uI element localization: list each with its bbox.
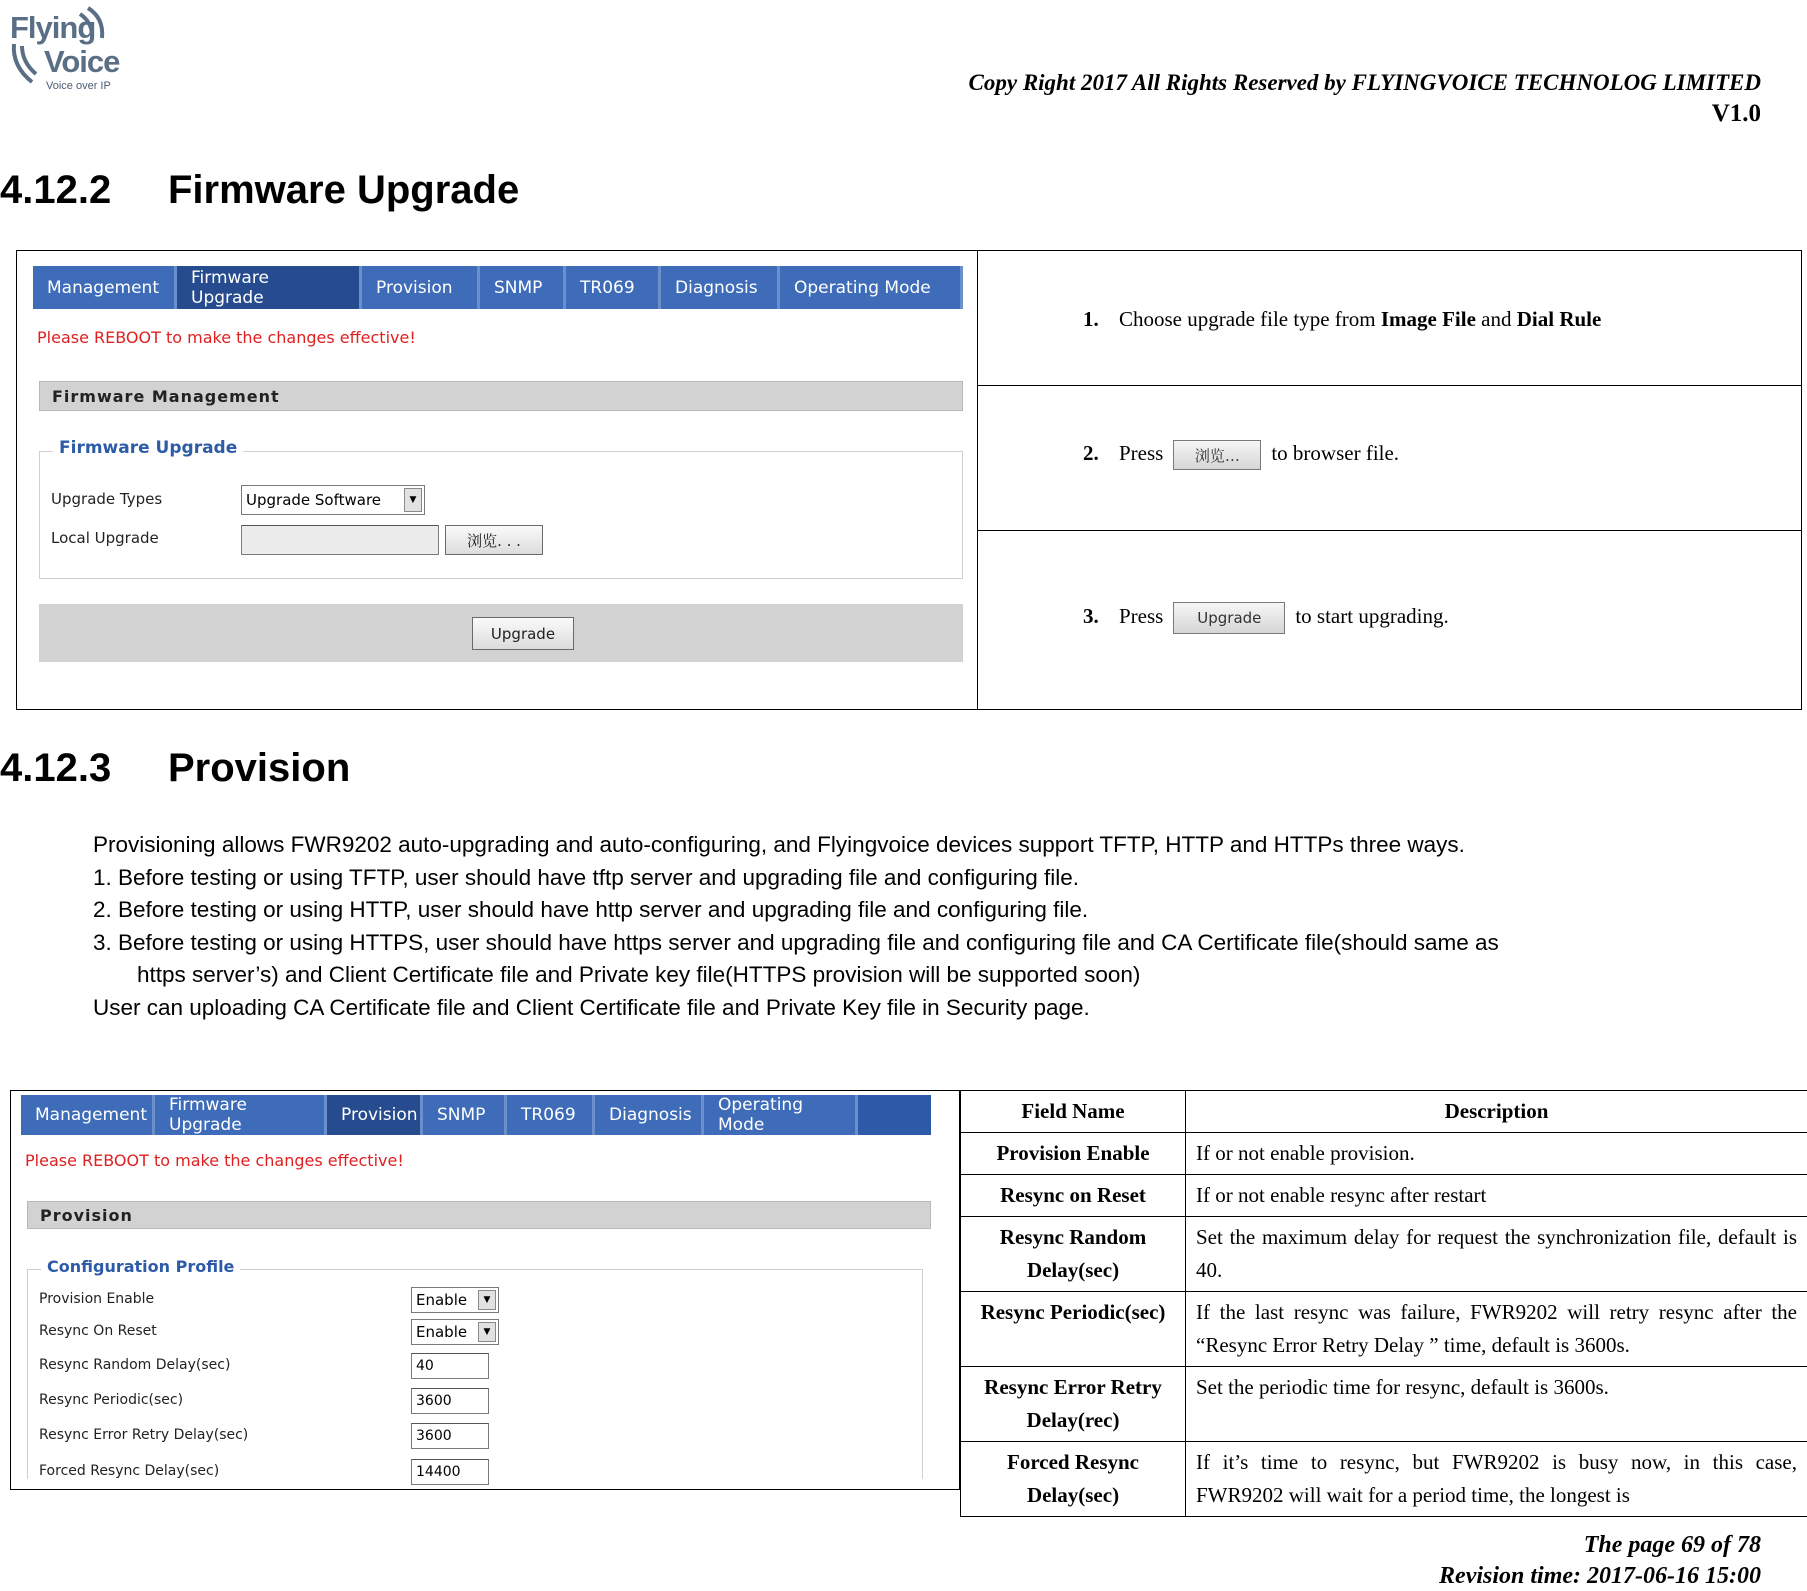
header-field-name: Field Name	[961, 1091, 1186, 1133]
tab-management[interactable]: Management	[33, 266, 177, 309]
field-input[interactable]: 14400	[411, 1459, 489, 1485]
logo-text-flying: Flying	[10, 10, 96, 45]
firmware-upgrade-table	[16, 250, 1802, 710]
section-number: 4.12.3	[0, 746, 112, 790]
field-name-cell: Resync Error Retry Delay(rec)	[961, 1367, 1186, 1442]
description-cell: Set the maximum delay for request the synchronization file, default is 40.	[1186, 1217, 1807, 1292]
reboot-notice: Please REBOOT to make the changes effective!	[25, 1151, 404, 1170]
step-text: Press	[1119, 603, 1164, 628]
tab-firmware-upgrade[interactable]: Firmware Upgrade	[177, 266, 362, 309]
field-select[interactable]	[411, 1319, 499, 1345]
field-select[interactable]	[411, 1287, 499, 1313]
page-number: The page 69 of 78	[1583, 1532, 1761, 1558]
description-cell: If the last resync was failure, FWR9202 will retry resync after the “Resync Error Retry Delay ” time, default is 3600s.	[1186, 1292, 1807, 1367]
copyright-notice: Copy Right 2017 All Rights Reserved by FLYINGVOICE TECHNOLOG LIMITED	[968, 70, 1761, 95]
reboot-notice: Please REBOOT to make the changes effective!	[37, 328, 416, 347]
table-row	[961, 1175, 1807, 1217]
section-heading-provision	[0, 746, 350, 791]
provision-item-2: 2. Before testing or using HTTP, user should have http server and upgrading file and configuring file.	[93, 897, 1089, 922]
local-upgrade-label: Local Upgrade	[51, 529, 159, 547]
step-number: 2.	[1083, 440, 1099, 465]
step-number: 1.	[1083, 307, 1099, 331]
tab-provision[interactable]: Provision	[362, 266, 480, 309]
field-input[interactable]: 40	[411, 1353, 489, 1379]
provision-item-3-continued: https server’s) and Client Certificate file and Private key file(HTTPS provision will be supported soon)	[137, 962, 1141, 987]
provision-field-table	[960, 1090, 1807, 1517]
tab-tr069[interactable]: TR069	[507, 1095, 595, 1135]
upgrade-types-select[interactable]	[241, 485, 425, 515]
step-1	[1083, 307, 1601, 332]
section-title: Firmware Upgrade	[168, 168, 520, 212]
version-label: V1.0	[1711, 100, 1761, 127]
step-text: to browser file.	[1271, 440, 1400, 465]
upgrade-button-inline: Upgrade	[1173, 602, 1285, 634]
fieldset-legend: Firmware Upgrade	[53, 438, 243, 458]
dial-rule-term: Dial Rule	[1516, 307, 1602, 331]
tab-management[interactable]: Management	[21, 1095, 155, 1135]
provision-bar: Provision	[27, 1201, 931, 1229]
description-cell: If or not enable provision.	[1186, 1133, 1807, 1175]
description-cell: If or not enable resync after restart	[1186, 1175, 1807, 1217]
revision-time: Revision time: 2017-06-16 15:00	[1439, 1563, 1761, 1589]
header-description: Description	[1186, 1091, 1807, 1133]
field-label: Resync Periodic(sec)	[39, 1392, 184, 1408]
select-value: Enable	[416, 1323, 468, 1341]
table-row	[961, 1442, 1807, 1517]
provision-item-3: 3. Before testing or using HTTPS, user should have https server and upgrading file and configuring file and CA Certificate file(should same as	[93, 930, 1499, 955]
tab-operating-mode[interactable]: Operating Mode	[780, 266, 963, 309]
browse-button-inline: 浏览…	[1173, 440, 1261, 470]
tab-snmp[interactable]: SNMP	[423, 1095, 507, 1135]
image-file-term: Image File	[1380, 307, 1476, 331]
provision-screenshot-cell	[10, 1090, 960, 1490]
field-name-cell: Resync Periodic(sec)	[961, 1292, 1186, 1367]
step-text: Choose upgrade file type from	[1119, 307, 1381, 331]
chevron-down-icon: ▼	[478, 1322, 496, 1342]
field-name-cell: Resync Random Delay(sec)	[961, 1217, 1186, 1292]
tab-operating-mode[interactable]: Operating Mode	[704, 1095, 858, 1135]
field-label: Provision Enable	[39, 1291, 155, 1307]
field-name-cell: Provision Enable	[961, 1133, 1186, 1175]
provision-item-1: 1. Before testing or using TFTP, user should have tftp server and upgrading file and configuring file.	[93, 865, 1080, 890]
field-name-cell: Resync on Reset	[961, 1175, 1186, 1217]
field-label: Resync Error Retry Delay(sec)	[39, 1427, 249, 1443]
upgrade-types-value: Upgrade Software	[246, 491, 382, 509]
provision-screenshot	[21, 1095, 931, 1487]
field-input[interactable]: 3600	[411, 1423, 489, 1449]
step-text: and	[1475, 307, 1517, 331]
description-cell: If it’s time to resync, but FWR9202 is busy now, in this case, FWR9202 will wait for a period time, the longest is	[1186, 1442, 1807, 1517]
upgrade-button[interactable]: Upgrade	[472, 617, 574, 650]
nav-tabs	[33, 266, 963, 309]
firmware-upgrade-screenshot	[33, 266, 963, 686]
local-upgrade-file-input[interactable]	[241, 525, 439, 555]
chevron-down-icon: ▼	[404, 488, 422, 512]
chevron-down-icon: ▼	[478, 1290, 496, 1310]
table-row	[961, 1292, 1807, 1367]
section-title: Provision	[168, 746, 351, 790]
table-row	[961, 1367, 1807, 1442]
tab-provision[interactable]: Provision	[327, 1095, 423, 1135]
field-name-cell: Forced Resync Delay(sec)	[961, 1442, 1186, 1517]
step-3	[1083, 602, 1449, 634]
field-label: Resync On Reset	[39, 1323, 157, 1339]
nav-tabs	[21, 1095, 858, 1135]
step-2	[1083, 440, 1399, 470]
tab-firmware-upgrade[interactable]: Firmware Upgrade	[155, 1095, 327, 1135]
field-label: Resync Random Delay(sec)	[39, 1357, 231, 1373]
browse-button[interactable]: 浏览. . .	[445, 525, 543, 555]
field-input[interactable]: 3600	[411, 1388, 489, 1414]
table-header-row	[961, 1091, 1807, 1133]
table-row	[961, 1217, 1807, 1292]
section-heading-firmware-upgrade	[0, 168, 519, 213]
firmware-upgrade-fieldset	[39, 451, 963, 579]
logo-text-voice: Voice	[44, 44, 120, 79]
step-text: to start upgrading.	[1295, 603, 1449, 628]
description-cell: Set the periodic time for resync, default is 3600s.	[1186, 1367, 1807, 1442]
select-value: Enable	[416, 1291, 468, 1309]
provision-intro: Provisioning allows FWR9202 auto-upgrading and auto-configuring, and Flyingvoice devices support TFTP, HTTP and HTTPs three ways.	[93, 832, 1465, 857]
section-number: 4.12.2	[0, 168, 112, 212]
step-text: Press	[1119, 440, 1164, 465]
upgrade-types-label: Upgrade Types	[51, 490, 163, 508]
tab-tr069[interactable]: TR069	[566, 266, 661, 309]
tab-diagnosis[interactable]: Diagnosis	[661, 266, 780, 309]
step-number: 3.	[1083, 603, 1099, 628]
table-row	[961, 1133, 1807, 1175]
tab-snmp[interactable]: SNMP	[480, 266, 566, 309]
provision-outro: User can uploading CA Certificate file and Client Certificate file and Private Key file in Security page.	[93, 995, 1090, 1020]
fieldset-legend: Configuration Profile	[41, 1257, 240, 1276]
logo-tagline: Voice over IP	[46, 80, 111, 92]
tab-diagnosis[interactable]: Diagnosis	[595, 1095, 704, 1135]
firmware-management-bar: Firmware Management	[39, 381, 963, 411]
flyingvoice-logo	[8, 4, 128, 96]
field-label: Forced Resync Delay(sec)	[39, 1463, 220, 1479]
